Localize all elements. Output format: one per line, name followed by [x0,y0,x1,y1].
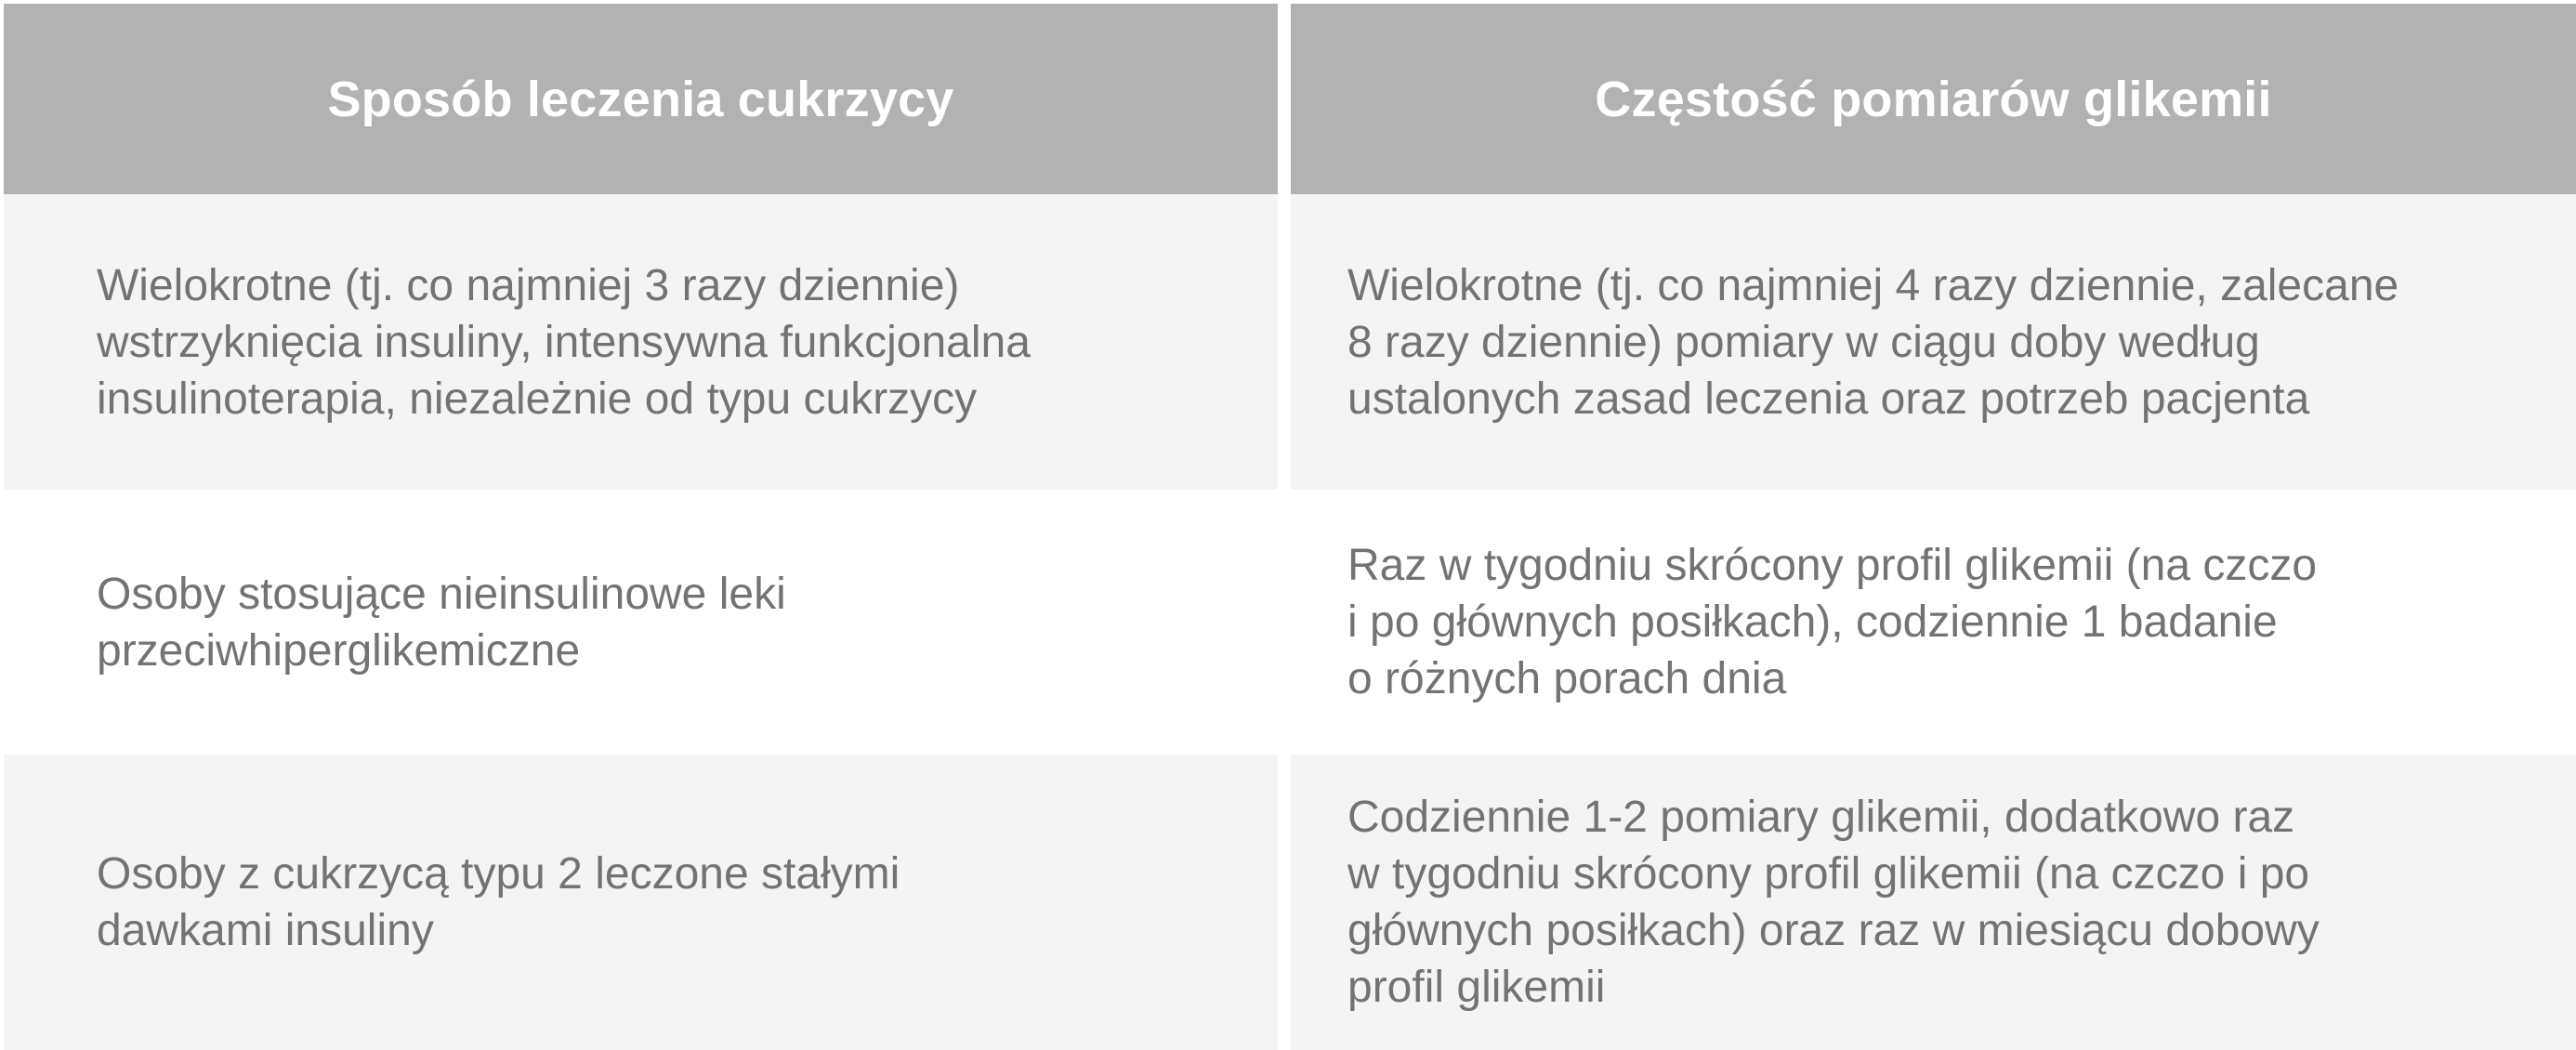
row-2-frequency: Raz w tygodniu skrócony profil glikemii (na czczo i po głównych posiłkach), codziennie 1 badanie o różnych porach dnia [1291,490,2576,755]
row-1-frequency: Wielokrotne (tj. co najmniej 4 razy dziennie, zalecane 8 razy dziennie) pomiary w ciągu doby według ustalonych zasad leczenia oraz potrzeb pacjenta [1291,194,2576,490]
row-3-frequency: Codziennie 1-2 pomiary glikemii, dodatkowo raz w tygodniu skrócony profil glikemii (na czczo i po głównych posiłkach) oraz raz w miesiącu dobowy profil glikemii [1291,755,2576,1050]
row-2-treatment: Osoby stosujące nieinsulinowe leki przeciwhiperglikemiczne [4,490,1278,755]
glycemia-table [4,4,2576,1050]
row-1-treatment: Wielokrotne (tj. co najmniej 3 razy dziennie) wstrzyknięcia insuliny, intensywna funkcjonalna insulinoterapia, niezależnie od typu cukrzycy [4,194,1278,490]
row-3-treatment: Osoby z cukrzycą typu 2 leczone stałymi dawkami insuliny [4,755,1278,1050]
header-measurement-frequency: Częstość pomiarów glikemii [1291,4,2576,194]
header-treatment-method: Sposób leczenia cukrzycy [4,4,1278,194]
